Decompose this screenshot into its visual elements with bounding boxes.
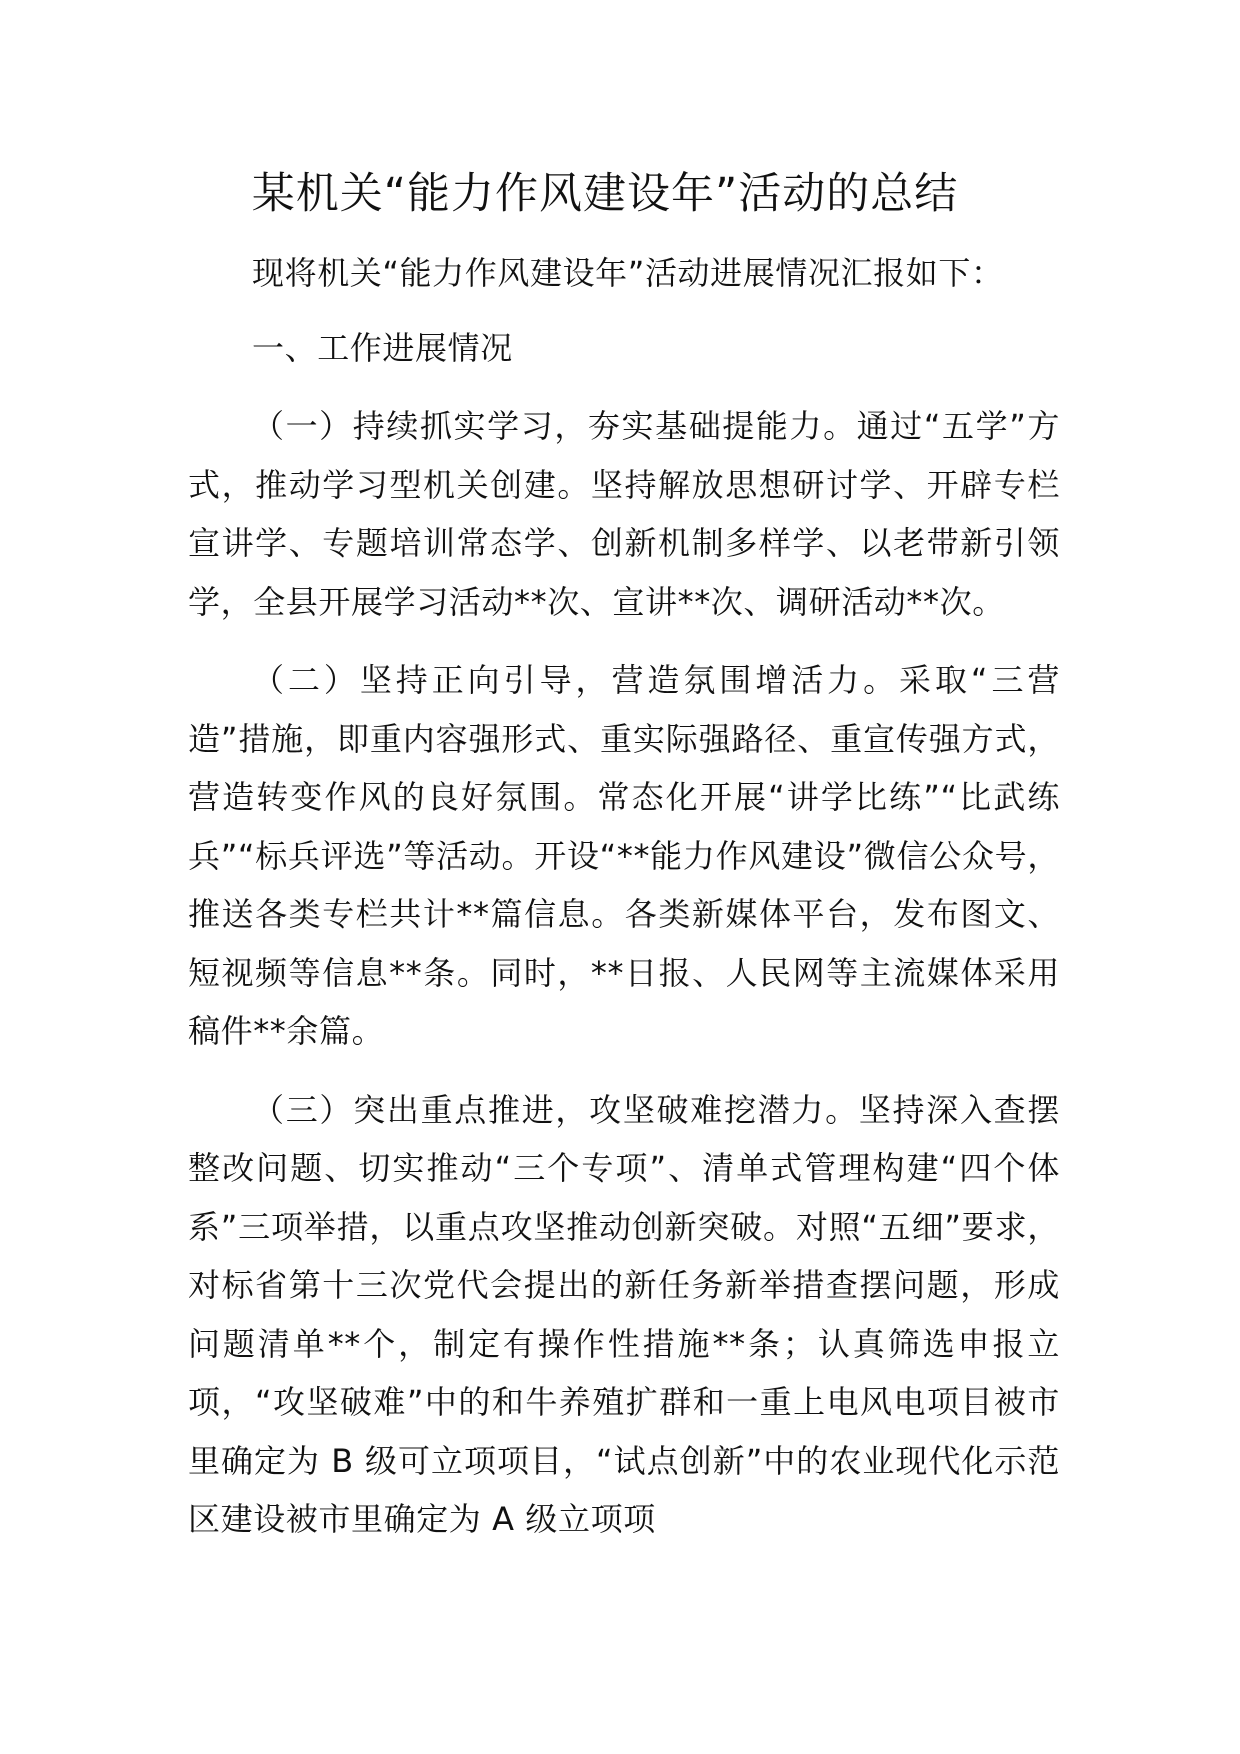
paragraph-2: （二）坚持正向引导，营造氛围增活力。采取“三营造”措施，即重内容强形式、重实际强路径、重宣传强方式，营造转变作风的良好氛围。常态化开展“讲学比练”“比武练兵”“标兵评选”等活动。开设“**能力作风建设”微信公众号，推送各类专栏共计**篇信息。各类新媒体平台，发布图文、短视频等信息**条。同时，**日报、人民网等主流媒体采用稿件**余篇。 xyxy=(188,661,1060,1050)
document-body xyxy=(188,244,1060,1549)
section-heading: 一、工作进展情况 xyxy=(252,328,513,367)
paragraph-1: （一）持续抓实学习，夯实基础提能力。通过“五学”方式，推动学习型机关创建。坚持解放思想研讨学、开辟专栏宣讲学、专题培训常态学、创新机制多样学、以老带新引领学，全县开展学习活动**次、宣讲**次、调研活动**次。 xyxy=(188,407,1060,621)
document-title: 某机关“能力作风建设年”活动的总结 xyxy=(251,169,959,219)
intro-paragraph: 现将机关“能力作风建设年”活动进展情况汇报如下： xyxy=(252,254,1004,292)
paragraph-3: （三）突出重点推进，攻坚破难挖潜力。坚持深入查摆整改问题、切实推动“三个专项”、清单式管理构建“四个体系”三项举措，以重点攻坚推动创新突破。对照“五细”要求，对标省第十三次党代会提出的新任务新举措查摆问题，形成问题清单**个，制定有操作性措施**条；认真筛选申报立项，“攻坚破难”中的和牛养殖扩群和一重上电风电项目被市里确定为 B 级可立项项目，“试点创新”中的农业现代化示范区建设被市里确定为 A 级立项项 xyxy=(188,1090,1060,1538)
